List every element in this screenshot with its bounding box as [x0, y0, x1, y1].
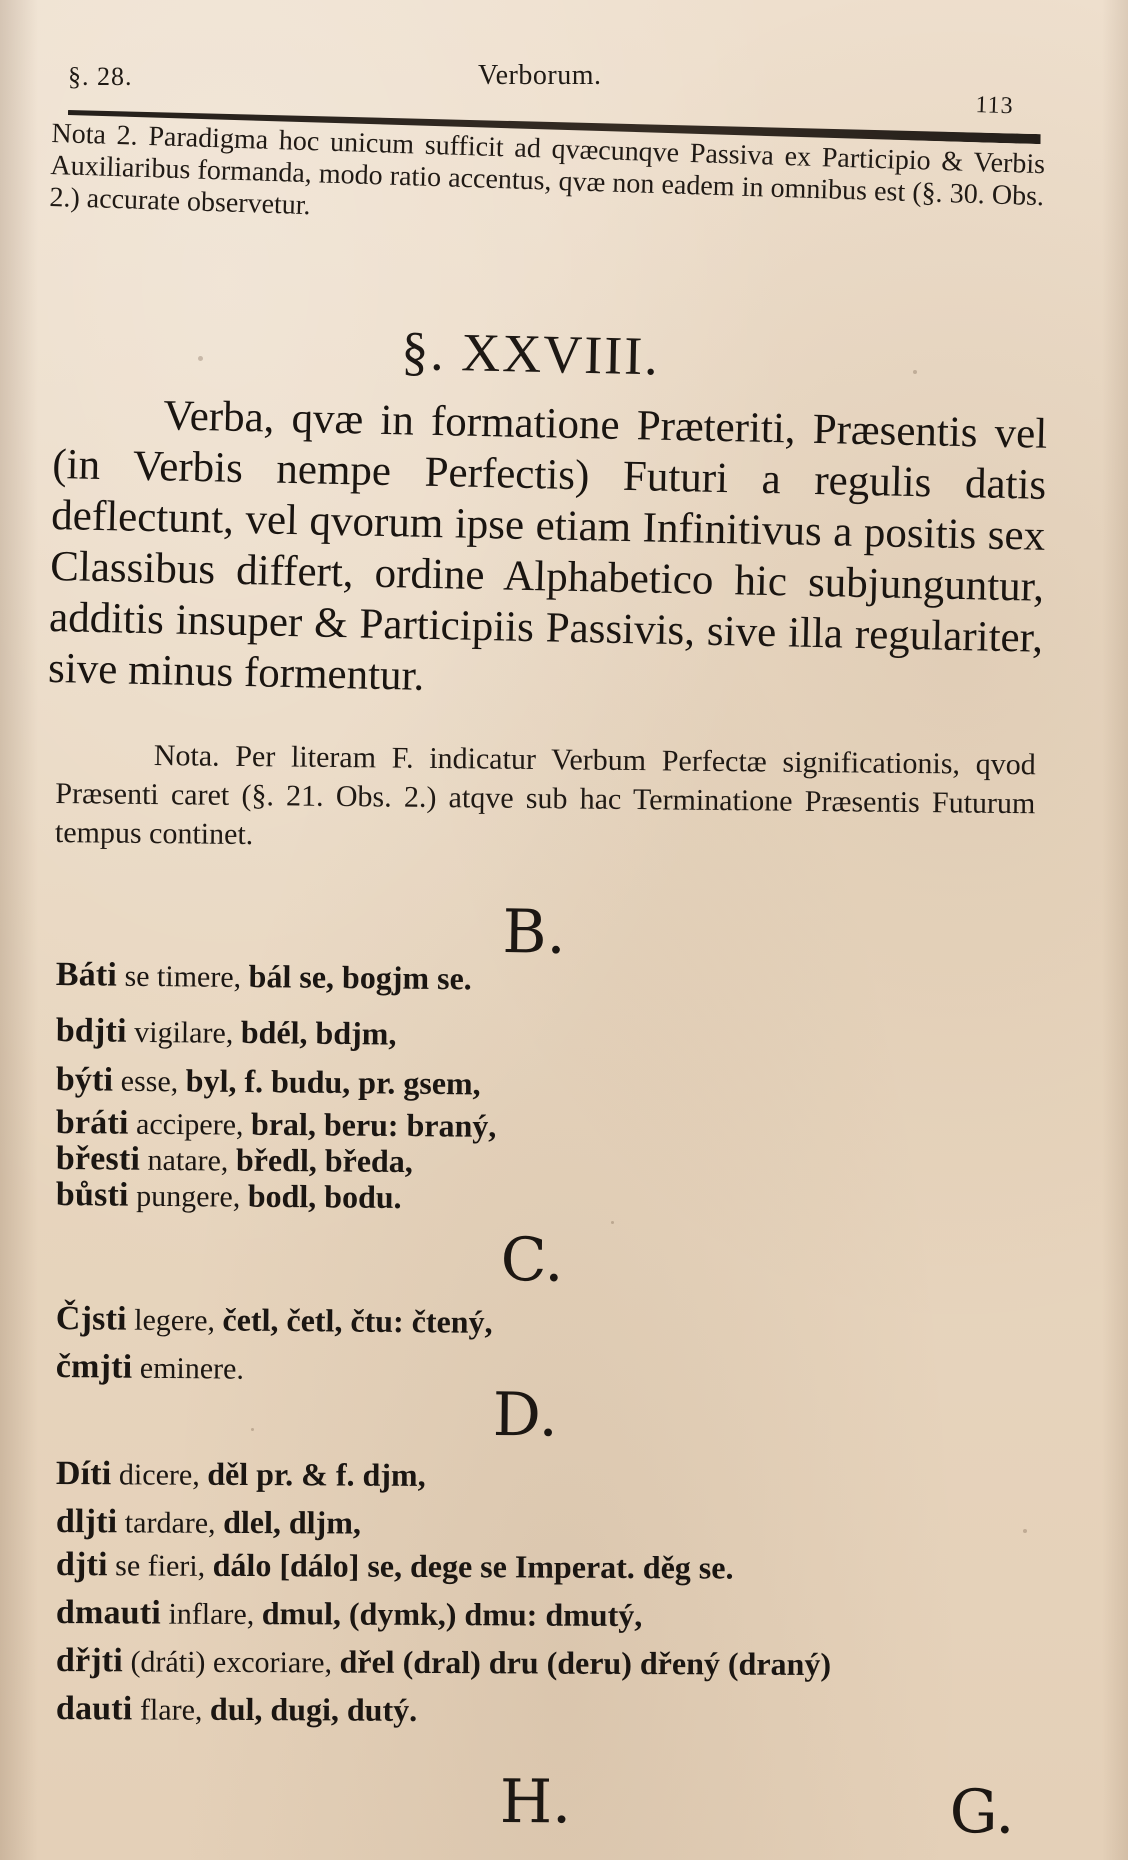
main-paragraph-text: Verba, qvæ in formatione Præteriti, Præsentis vel (in Verbis nempe Perfectis) Futuri a regulis datis deflectunt, vel qvorum ipse etiam Infinitivus a positis sex Classibus differt, ordine Alphabetico hic subjunguntur, additis insuper & Participiis Passivis, sive illa regulariter, sive minus formentur. — [47, 392, 1048, 700]
entry-gloss: legere, — [134, 1303, 216, 1338]
nota-indent — [56, 764, 154, 765]
paper-speckle — [611, 1221, 614, 1224]
list-item — [56, 1176, 1046, 1223]
entry-headword: čmjti — [55, 1348, 133, 1386]
entry-forms: dálo [dálo] se, dege se Imperat. děg se. — [212, 1546, 734, 1586]
entry-forms: dlel, dljm, — [223, 1503, 361, 1541]
page-number: 113 — [975, 92, 1015, 120]
entry-headword: djti — [55, 1546, 108, 1584]
entry-gloss: flare, — [139, 1693, 203, 1727]
section-letter-b: B. — [502, 897, 567, 968]
entry-forms: dmul, (dymk,) dmu: dmutý, — [261, 1595, 643, 1634]
entry-forms: dul, dugi, dutý. — [209, 1690, 418, 1728]
paper-speckle — [1023, 1529, 1027, 1533]
paper-speckle — [198, 356, 203, 361]
nota-paragraph-text: Nota. Per literam F. indicatur Verbum Perfectæ significationis, qvod Præsenti caret (§. 21. Obs. 2.) atqve sub hac Terminatione Præsentis Futurum tempus continet. — [54, 739, 1036, 852]
section-letter-c: C. — [500, 1225, 564, 1296]
entry-headword: bráti — [55, 1104, 129, 1142]
page-right-shadow — [1102, 0, 1128, 1860]
entry-forms: bodl, bodu. — [247, 1177, 402, 1216]
entry-gloss: eminere. — [139, 1351, 245, 1386]
entry-headword: dljti — [55, 1503, 118, 1541]
entry-gloss: accipere, — [135, 1107, 244, 1142]
entry-gloss: natare, — [147, 1143, 229, 1178]
entry-headword: břesti — [55, 1140, 141, 1178]
list-item — [56, 1546, 1046, 1589]
page-left-shadow — [0, 0, 38, 1860]
entry-headword: Čjsti — [55, 1300, 127, 1338]
entry-forms: bral, beru: braný, — [250, 1105, 497, 1144]
entry-headword: dauti — [55, 1690, 133, 1728]
entry-gloss: pungere, — [136, 1179, 241, 1214]
section-letter-g: G. — [949, 1777, 1015, 1848]
entry-gloss: tardare, — [124, 1506, 216, 1540]
section-heading: §. XXVIII. — [400, 320, 661, 387]
entry-forms: četl, četl, čtu: čtený, — [222, 1301, 493, 1340]
list-item — [56, 1503, 1046, 1546]
top-note: Nota 2. Paradigma hoc unicum sufficit ad qvæcunqve Passiva ex Participio & Verbis Auxiliaribus formanda, modo ratio accentus, qvæ non eadem in omnibus est (§. 30. Obs. 2.) accurate observetur. — [49, 118, 1046, 222]
entry-forms: byl, f. budu, pr. gsem, — [185, 1062, 481, 1102]
entry-gloss: dicere, — [118, 1458, 200, 1492]
entry-gloss: vigilare, — [134, 1015, 234, 1050]
list-item — [56, 1642, 1046, 1685]
entry-headword: bdjti — [55, 1012, 127, 1050]
list-item — [56, 1012, 1046, 1060]
entry-gloss: esse, — [120, 1064, 179, 1099]
nota-paragraph — [55, 735, 1036, 862]
main-paragraph — [48, 388, 1048, 715]
page-header — [68, 56, 1041, 126]
list-item — [56, 956, 1046, 1004]
entry-forms: bál se, bogjm se. — [248, 958, 472, 997]
list-item — [56, 1690, 1046, 1733]
entry-headword: Díti — [55, 1455, 112, 1493]
entry-gloss: inflare, — [168, 1597, 255, 1632]
entry-gloss: (dráti) excoriare, — [130, 1645, 333, 1680]
paragraph-indent — [53, 427, 163, 429]
entry-forms: děl pr. & f. djm, — [207, 1455, 426, 1493]
entry-gloss: se timere, — [124, 959, 242, 994]
entry-forms: dřel (dral) dru (deru) dřený (draný) — [339, 1643, 832, 1683]
section-letter-d: D. — [492, 1380, 559, 1451]
list-item — [56, 1594, 1046, 1637]
entry-headword: bůsti — [55, 1176, 129, 1214]
paper-speckle — [251, 1428, 254, 1431]
entry-headword: dmauti — [55, 1594, 162, 1632]
entry-headword: býti — [55, 1061, 114, 1099]
list-item — [56, 1300, 1046, 1347]
list-item — [56, 1455, 1046, 1498]
section-number: §. 28. — [68, 62, 133, 91]
entry-headword: Báti — [55, 956, 118, 994]
section-letter-h: H. — [499, 1767, 572, 1838]
entry-headword: dřjti — [55, 1642, 124, 1680]
entry-forms: bdél, bdjm, — [240, 1013, 397, 1052]
list-item — [56, 1061, 1046, 1109]
paper-speckle — [913, 370, 917, 374]
entry-forms: bředl, bředa, — [235, 1141, 413, 1180]
running-title: Verborum. — [478, 60, 602, 91]
entry-gloss: se fieri, — [115, 1549, 206, 1583]
